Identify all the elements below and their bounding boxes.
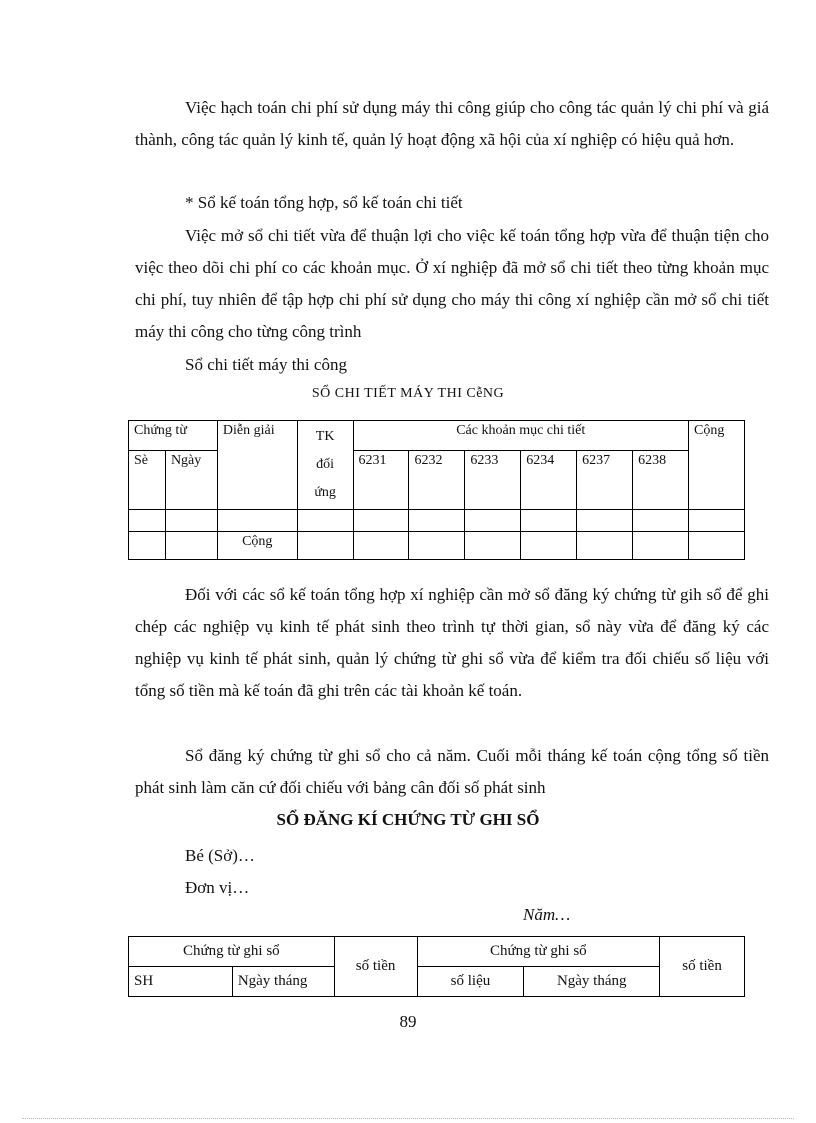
header-so-tien-1: số tiền — [334, 937, 417, 997]
account-6238: 6238 — [633, 450, 689, 509]
paragraph-intro: Việc hạch toán chi phí sử dụng máy thi công giúp cho công tác quản lý chi phí và giá thành, công tác quản lý kinh tế, quản lý hoạt động xã hội của xí nghiệp có hiệu quả hơn. — [135, 98, 769, 149]
header-ctgs-2: Chứng từ ghi sổ — [417, 937, 660, 967]
header-cong: Cộng — [688, 421, 744, 510]
detail-ledger-caption: Sổ chi tiết máy thi công — [185, 355, 347, 374]
paragraph-general-ledger: Đối với các sổ kế toán tổng hợp xí nghiệp cần mở sổ đăng ký chứng từ gih sổ để ghi chép các nghiệp vụ kinh tế phát sinh theo trình tự thời gian, sổ này vừa để đăng ký các nghiệp vụ kinh tế phát sinh, quản lý chứng từ ghi sổ vừa để kiểm tra đối chiếu số liệu với tổng số tiền mà kế toán đã ghi trên các tài khoản kế toán. — [135, 585, 769, 700]
header-ngay-thang-1: Ngày tháng — [232, 967, 334, 997]
header-so: Sè — [129, 450, 166, 509]
header-chung-tu: Chứng từ — [129, 421, 218, 451]
section-heading-ledgers: * Sổ kế toán tổng hợp, sổ kế toán chi tiết — [185, 193, 463, 212]
line-so: Bé (Sở)… — [185, 846, 255, 865]
table-row-empty — [129, 510, 745, 532]
header-ngay: Ngày — [165, 450, 217, 509]
table-row-total — [129, 532, 745, 560]
year-label: Năm… — [523, 905, 571, 924]
paragraph-annual-register: Sổ đăng ký chứng từ ghi sổ cho cả năm. Cuối mỗi tháng kế toán cộng tổng số tiền phát sinh làm căn cứ đối chiếu với bảng cân đối số phát sinh — [135, 746, 769, 797]
header-tk-line3: ứng — [314, 485, 336, 500]
header-tk-line1: TK — [315, 429, 335, 444]
table1-title: SỔ CHI TIẾT MÁY THI CễNG — [311, 386, 505, 401]
header-khoan-muc: Các khoản mục chi tiết — [353, 421, 688, 451]
page-number: 89 — [399, 1012, 417, 1031]
header-dien-giai: Diễn giải — [217, 421, 297, 510]
header-so-lieu: số liệu — [417, 967, 524, 997]
account-6237: 6237 — [577, 450, 633, 509]
account-6232: 6232 — [409, 450, 465, 509]
header-ngay-thang-2: Ngày tháng — [524, 967, 660, 997]
paragraph-detail-ledger: Việc mở sổ chi tiết vừa để thuận lợi cho việc kế toán tổng hợp vừa để thuận tiện cho việc theo dõi chi phí co các khoản mục. Ở xí nghiệp đã mở sổ chi tiết theo từng khoản mục chi phí, tuy nhiên để tập hợp chi phí sử dụng cho máy thi công xí nghiệp cần mở sổ chi tiết máy thi công cho từng công trình — [135, 226, 769, 341]
page-bottom-divider — [22, 1118, 794, 1119]
header-tk-line2: đối — [316, 457, 335, 472]
header-sh: SH — [129, 967, 233, 997]
line-don-vi: Đơn vị… — [185, 878, 250, 897]
account-6234: 6234 — [521, 450, 577, 509]
header-ctgs-1: Chứng từ ghi sổ — [129, 937, 335, 967]
header-so-tien-2: số tiền — [660, 937, 745, 997]
account-6231: 6231 — [353, 450, 409, 509]
voucher-register-table — [128, 936, 745, 997]
machine-detail-ledger-table — [128, 420, 745, 560]
account-6233: 6233 — [465, 450, 521, 509]
total-label: Cộng — [217, 532, 297, 560]
header-tk-doi-ung — [297, 421, 353, 510]
table2-title: SỔ ĐĂNG KÍ CHỨNG TỪ GHI SỔ — [276, 810, 540, 829]
